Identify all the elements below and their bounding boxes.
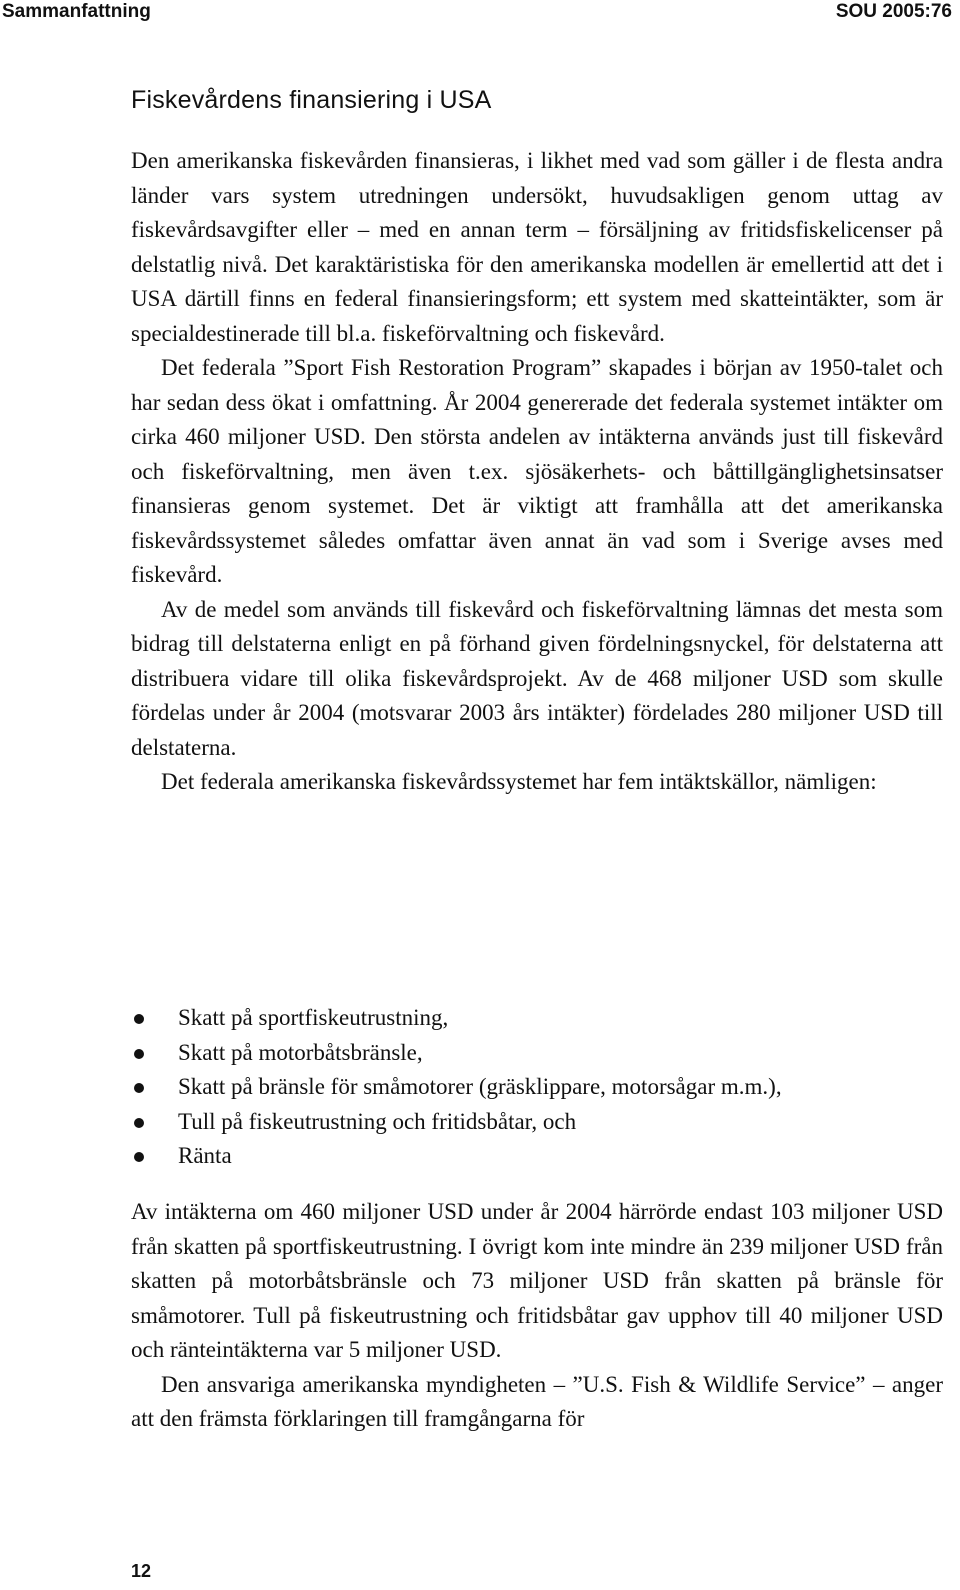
- running-header: [0, 0, 960, 26]
- paragraph-2: Det federala ”Sport Fish Restoration Program” skapades i början av 1950-talet och har sedan dess ökat i omfattning. År 2004 genererade det federala systemet intäkter om cirka 460 miljoner USD. Den största andelen av intäkterna används just till fiskevård och fiskeförvaltning, men även t.ex. sjösäkerhets- och båttillgänglighetsinsatser finansieras genom systemet. Det är viktigt att framhålla att det amerikanska fiskevårdssystemet således omfattar även annat än vad som i Sverige avses med fiskevård.: [131, 355, 943, 587]
- paragraph-3: Av de medel som används till fiskevård och fiskeförvaltning lämnas det mesta som bidrag till delstaterna enligt en på förhand given fördelningsnyckel, för delstaterna att distribuera vidare till olika fiskevårdsprojekt. Av de 468 miljoner USD som skulle fördelas under år 2004 (motsvarar 2003 års intäkter) fördelades 280 miljoner USD till delstaterna.: [131, 596, 943, 760]
- paragraph-5: Av intäkterna om 460 miljoner USD under år 2004 härrörde endast 103 miljoner USD från skatten på sportfiskeutrustning. I övrigt kom inte mindre än 239 miljoner USD från skatten på motorbåtsbränsle och 73 miljoner USD från skatten på bränsle för småmotorer. Tull på fiskeutrustning och fritidsbåtar gav upphov till 40 miljoner USD och ränteintäkterna var 5 miljoner USD.: [131, 1199, 943, 1362]
- body-text-section-1: [131, 144, 943, 800]
- bullet-icon: [134, 1083, 144, 1093]
- paragraph-6: Den ansvariga amerikanska myndigheten – ”U.S. Fish & Wildlife Service” – anger att den främsta förklaringen till framgångarna för: [131, 1371, 943, 1431]
- list-item-text: Ränta: [178, 1143, 232, 1168]
- list-item-text: Skatt på sportfiskeutrustning,: [178, 1005, 449, 1030]
- header-document-id: SOU 2005:76: [835, 1, 952, 22]
- bullet-icon: [134, 1152, 144, 1162]
- list-item-text: Skatt på bränsle för småmotorer (gräsklippare, motorsågar m.m.),: [178, 1074, 782, 1099]
- revenue-source-list: [131, 1001, 943, 1174]
- paragraph-4: Det federala amerikanska fiskevårdssystemet har fem intäktskällor, nämligen:: [161, 769, 877, 794]
- list-item-text: Skatt på motorbåtsbränsle,: [178, 1039, 423, 1065]
- bullet-icon: [134, 1014, 144, 1024]
- page-number: 12: [131, 1561, 152, 1581]
- bullet-icon: [134, 1049, 144, 1059]
- list-item: [131, 1036, 943, 1071]
- list-item: [131, 1139, 943, 1174]
- list-item: [131, 1001, 943, 1036]
- list-item: [131, 1070, 943, 1105]
- paragraph-1: Den amerikanska fiskevården finansieras, i likhet med vad som gäller i de flesta andra länder vars system utredningen undersökt, huvudsakligen genom uttag av fiskevårdsavgifter eller – med en annan term – försäljning av fritidsfiskelicenser på delstatlig nivå. Det karaktäristiska för den amerikanska modellen är emellertid att det i USA därtill finns en federal finansieringsform; ett system med skatteintäkter, som är specialdestinerade till bl.a. fiskeförvaltning och fiskevård.: [131, 148, 943, 346]
- section-heading: Fiskevårdens finansiering i USA: [131, 86, 492, 114]
- body-text-section-2: [131, 1195, 943, 1437]
- header-section-name: Sammanfattning: [2, 1, 151, 22]
- bullet-icon: [134, 1118, 144, 1128]
- list-item: [131, 1105, 943, 1140]
- list-item-text: Tull på fiskeutrustning och fritidsbåtar, och: [178, 1108, 577, 1134]
